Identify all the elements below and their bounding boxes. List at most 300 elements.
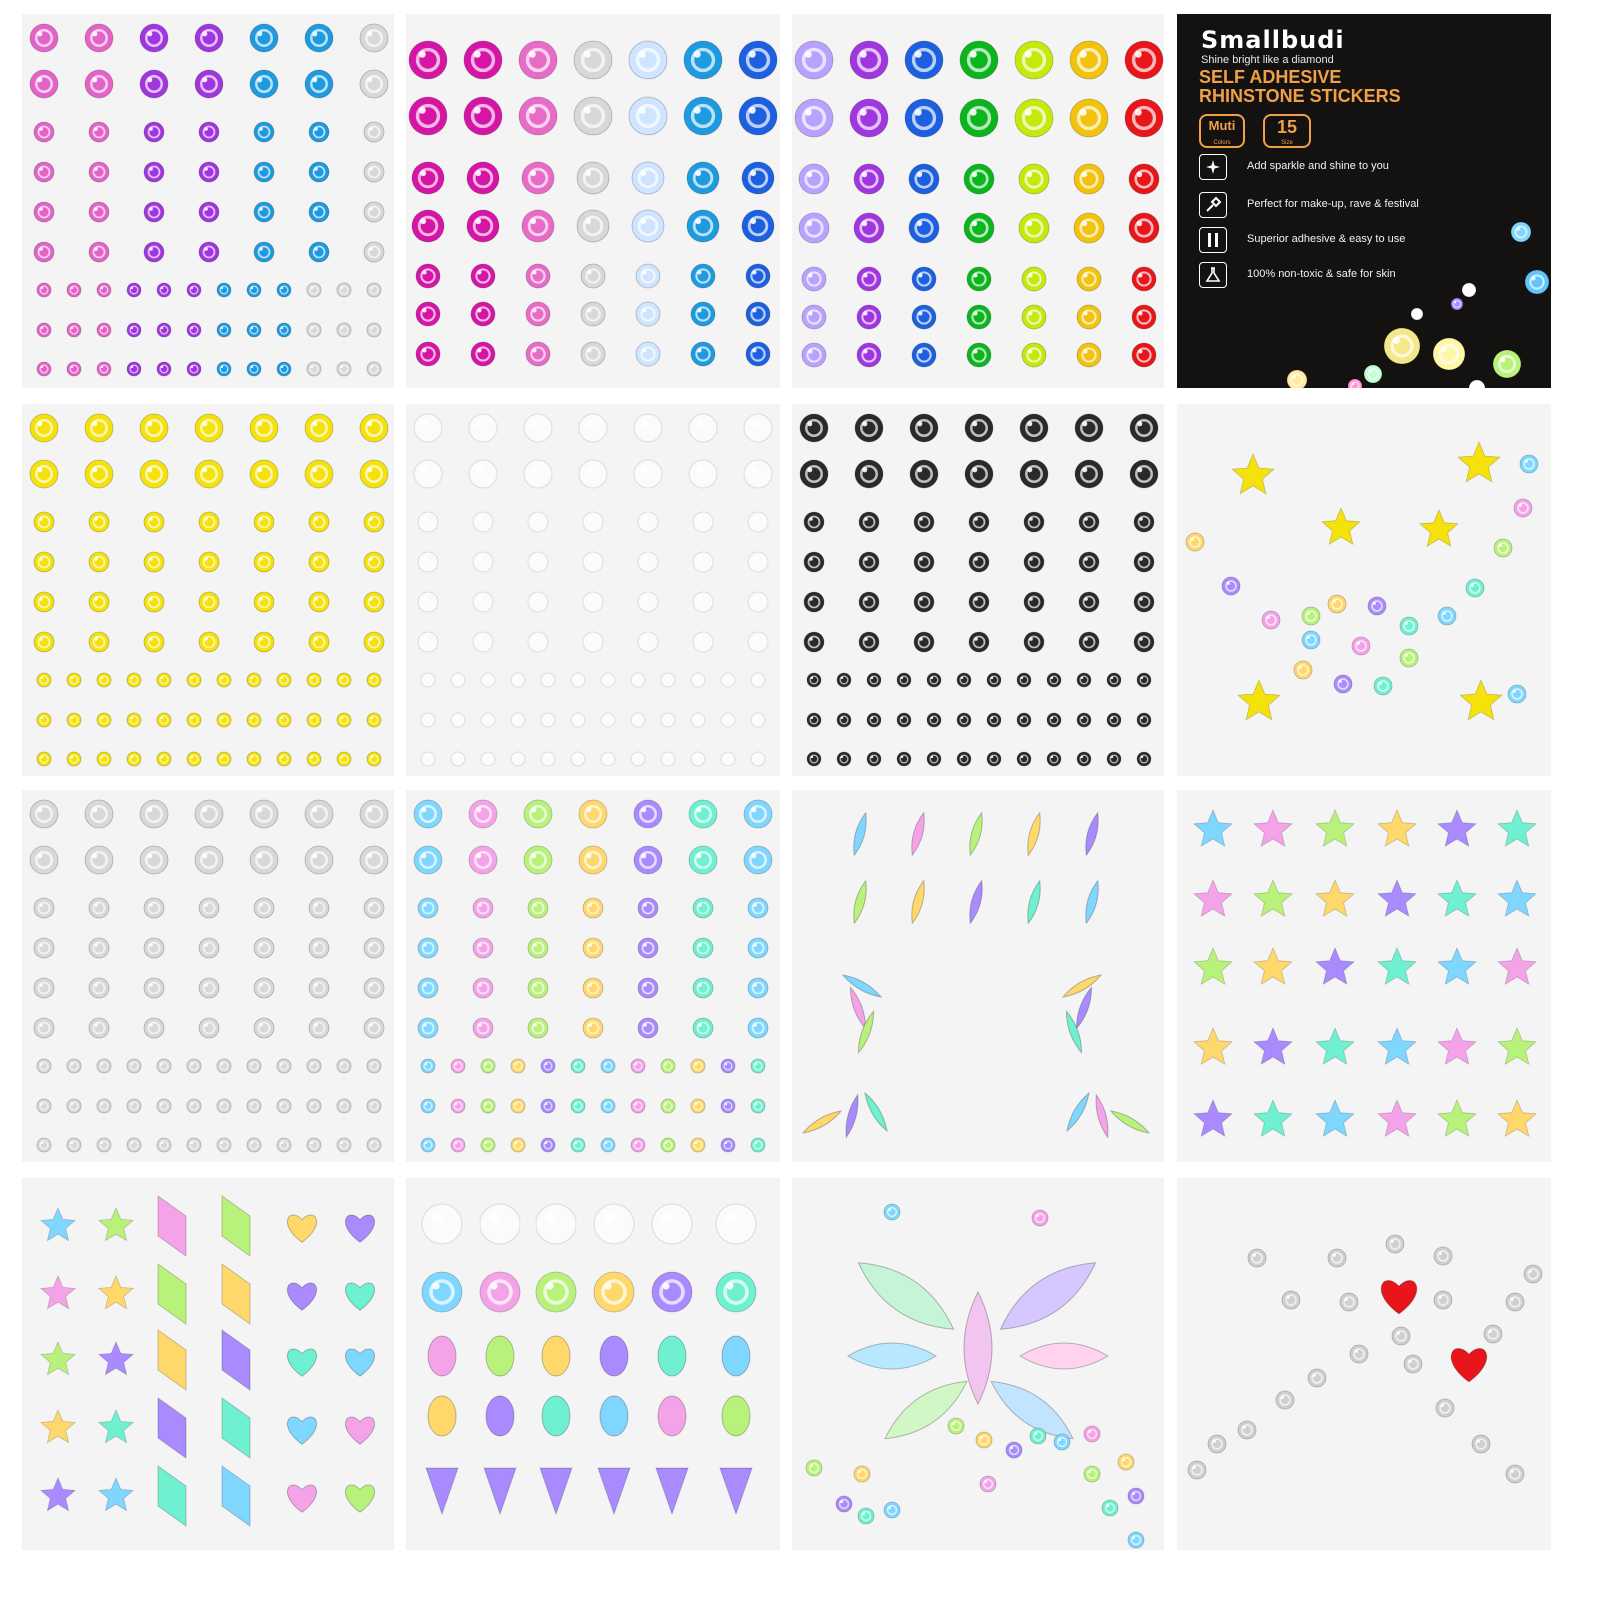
rhinestone [1079,592,1099,612]
pearl [418,632,438,652]
rhinestone [739,41,777,79]
rhinestone [67,1099,81,1113]
rhinestone [1238,1421,1256,1439]
rhinestone [1138,273,1142,277]
pearl-highlight [696,420,703,427]
rhinestone [305,800,333,828]
rhinestone [695,1142,698,1145]
rhinestone [97,1138,111,1152]
rhinestone [157,1059,171,1073]
pearl-highlight [725,676,729,680]
rhinestone [742,210,774,242]
heart-gem [287,1349,316,1376]
rhinestone [309,162,329,182]
rhinestone [254,162,274,182]
pearl [716,1204,756,1244]
rhinestone [837,713,851,727]
rhinestone [94,903,98,907]
rhinestone [1047,673,1061,687]
rhinestone [412,162,444,194]
rhinestone [858,1470,861,1473]
rhinestone [1077,673,1091,687]
rhinestone [1028,311,1032,315]
rhinestone [471,342,495,366]
rhinestone [281,366,284,369]
rhinestone [341,287,344,290]
pearl-highlight [423,557,428,562]
rhinestone [371,677,374,680]
pearl-highlight [575,716,579,720]
rhinestone [217,1138,231,1152]
marquise-gem [908,880,928,925]
rhinestone [281,327,284,330]
rhinestone [37,752,51,766]
rhinestone [1122,1458,1125,1461]
rhinestone [746,264,770,288]
rhinestone [581,342,605,366]
pearl-highlight [533,517,538,522]
pearl [511,752,525,766]
rhinestone [199,512,219,532]
rhinestone [859,512,879,532]
sheet-ab-star-rhombus-heart [22,1178,394,1550]
rhinestone [917,221,922,226]
rhinestone [250,70,278,98]
pearl [583,592,603,612]
rhinestone [94,207,98,211]
pearl-highlight [753,517,758,522]
rhinestone [974,637,978,641]
rhinestone [859,552,879,572]
rhinestone [689,846,717,874]
rhinestone [1025,109,1032,116]
pearl-highlight [533,637,538,642]
rhinestone [89,242,109,262]
rhinestone [312,421,317,426]
rhinestone [485,1063,488,1066]
rhinestone [1213,1440,1216,1443]
rhinestone [149,167,153,171]
rhinestone [605,1103,608,1106]
rhinestone-sheet-art [406,404,780,776]
rhinestone [960,99,998,137]
rhinestone [575,1142,578,1145]
star-gem [1378,880,1416,916]
rhinestone [254,1018,274,1038]
rhinestone [341,1103,344,1106]
rhinestone [37,1059,51,1073]
rhinestone [864,517,868,521]
rhinestone [161,327,164,330]
rhinestone [571,1059,585,1073]
heart-gem [345,1215,374,1242]
rhinestone [1132,267,1156,291]
rhinestone [631,1138,645,1152]
rhinestone [204,127,208,131]
rhinestone [1083,273,1087,277]
rhinestone [101,1142,104,1145]
star-gem [1458,442,1500,482]
rhinestone [364,978,384,998]
rhinestone [1051,717,1054,720]
rhinestone [360,800,388,828]
rhinestone [71,717,74,720]
rhinestone [1025,51,1032,58]
rhinestone [541,1138,555,1152]
rhinestone [1088,1430,1091,1433]
rhinestone [92,853,97,858]
pearl [421,713,435,727]
pearl [652,1204,692,1244]
rhinestone [369,597,373,601]
rhinestone [919,637,923,641]
rhinestone [147,807,152,812]
star-gem [1460,680,1502,720]
rhinestone [469,846,497,874]
rhinestone [1027,172,1032,177]
rhinestone [746,342,770,366]
feature-text: Perfect for make-up, rave & festival [1247,198,1419,210]
rhinestone [1021,756,1024,759]
rhinestone [1525,270,1549,294]
rhinestone [1436,1399,1454,1417]
rhinestone [477,270,481,274]
rhinestone [202,467,207,472]
rhinestone [744,800,772,828]
rhinestone [915,51,922,58]
rhinestone [455,1063,458,1066]
rhinestone [94,597,98,601]
rhinestone [991,717,994,720]
rhinestone [1340,1293,1358,1311]
rhinestone [528,1018,548,1038]
pearl-highlight [751,420,758,427]
rhinestone [807,467,812,472]
rhinestone [1029,557,1033,561]
rhinestone [34,512,54,532]
rhinestone [862,172,867,177]
rhombus-gem [222,1330,250,1390]
rhinestone [337,1059,351,1073]
pearl [469,414,497,442]
rhinestone [1079,512,1099,532]
rhinestone [914,552,934,572]
pearl-highlight [490,1213,500,1223]
rhinestone [1374,677,1392,695]
pearl [721,713,735,727]
rhinestone [39,1023,43,1027]
star-gem [1438,1028,1476,1064]
rhombus-gem [158,1264,186,1324]
drop-gem [598,1468,630,1514]
rhinestone [195,414,223,442]
rhinestone [1386,1235,1404,1253]
rhinestone [277,323,291,337]
rhinestone [149,517,153,521]
rhinestone [307,752,321,766]
rhinestone [546,1282,553,1289]
rhinestone [1404,1355,1422,1373]
rhinestone [1134,592,1154,612]
pearl [524,414,552,442]
rhinestone [640,218,646,224]
rhinestone [41,1063,44,1066]
rhinestone [583,978,603,998]
pearl [691,752,705,766]
rhinestone [127,362,141,376]
rhinestone [341,1142,344,1145]
pearl-highlight [725,755,729,759]
rhinestone [161,1103,164,1106]
rhinestone [419,107,426,114]
rhinestone [314,637,318,641]
feature-text: Superior adhesive & easy to use [1247,233,1406,245]
rhinestone [854,164,884,194]
rhinestone [1139,517,1143,521]
rhinestone [1135,109,1142,116]
rhinestone [97,323,111,337]
rhinestone [1400,649,1418,667]
rhinestone [1466,579,1484,597]
rhinestone [1084,1466,1100,1482]
rhinestone [931,677,934,680]
rhinestone [67,323,81,337]
rhinestone [587,308,591,312]
rhinestone [37,1099,51,1113]
rhinestone [583,938,603,958]
rhinestone [41,287,44,290]
pearl-highlight [545,755,549,759]
rhinestone [974,597,978,601]
rhinestone [311,287,314,290]
rhinestone [1282,1291,1300,1309]
pearl [631,673,645,687]
rhinestone [1499,544,1502,547]
pearl [536,1204,576,1244]
rhinestone [964,164,994,194]
pearl-highlight [643,517,648,522]
pearl [528,552,548,572]
rhinestone [587,348,591,352]
rhinestone [1392,1327,1410,1345]
rhinestone [421,1138,435,1152]
rhinestone [144,242,164,262]
rhinestone [1191,538,1194,541]
rhinestone [574,97,612,135]
rhinestone [157,323,171,337]
rhinestone [144,162,164,182]
rhinestone [691,264,715,288]
rhinestone [1276,1391,1294,1409]
rhinestone [254,592,274,612]
pearl-highlight [531,420,538,427]
rhinestone [533,1023,537,1027]
rhinestone [157,1099,171,1113]
rhinestone [643,903,647,907]
rhinestone [753,1023,757,1027]
rhinestone [307,1099,321,1113]
rhinestone [369,943,373,947]
rhinestone [571,1099,585,1113]
rhinestone [1494,539,1512,557]
rhinestone [808,349,812,353]
rhinestone [149,1023,153,1027]
rhinestone [147,467,152,472]
rhinestone [311,756,314,759]
rhinestone [250,460,278,488]
rhinestone [577,210,609,242]
rhinestone [901,717,904,720]
rhinestone [1384,328,1420,364]
rhinestone [579,800,607,828]
rhinestone [451,1059,465,1073]
rhinestone [1088,1470,1091,1473]
rhinestone [1333,600,1336,603]
rhinestone [1439,1296,1442,1299]
rhinestone [144,978,164,998]
rhinestone [251,366,254,369]
rhinestone [808,311,812,315]
rhinestone [305,414,333,442]
rhinestone [307,713,321,727]
rhinestone [969,512,989,532]
sheet-ab-butterfly [792,1178,1164,1550]
rhinestone [1084,597,1088,601]
rhinestone [131,1063,134,1066]
rhinestone [314,983,318,987]
rhinestone [1411,308,1423,320]
rhinestone [1024,632,1044,652]
rhinestone [161,677,164,680]
rhinestone [41,756,44,759]
rhinestone [149,943,153,947]
rhinestone [531,853,536,858]
rhinestone [309,632,329,652]
pearl-highlight [605,716,609,720]
rhinestone [337,1138,351,1152]
rhinestone [914,512,934,532]
rhinestone [1352,637,1370,655]
rhinestone [1262,611,1280,629]
rhinestone [1137,713,1151,727]
rhinestone [367,1099,381,1113]
rhinestone [204,903,208,907]
pearl [481,713,495,727]
rhinestone [857,343,881,367]
rhinestone [1313,1374,1316,1377]
rhinestone [277,362,291,376]
rhinestone [522,210,554,242]
rhinestone [1130,460,1158,488]
rhinestone [101,327,104,330]
marquise-gem [1064,1091,1093,1133]
star-gem [1254,880,1292,916]
star-gem [1316,810,1354,846]
rhinestone [725,1142,728,1145]
rhinestone [1017,673,1031,687]
rhinestone [39,167,43,171]
star-gem [1438,810,1476,846]
rhinestone [638,898,658,918]
sheet-ab-stars [1177,790,1551,1162]
rhinestone [532,270,536,274]
rhinestone [532,308,536,312]
rhinestone [251,717,254,720]
rhinestone [144,1018,164,1038]
rhinestone [698,983,702,987]
rhinestone [420,170,426,176]
rhinestone [37,31,42,36]
rhinestone [477,348,481,352]
rhinestone [34,202,54,222]
rhinestone [665,1142,668,1145]
marquise-gem [966,812,986,857]
rhinestone [369,247,373,251]
rhinestone [575,1063,578,1066]
rhinestone [127,1099,141,1113]
rhinestone [89,898,109,918]
rhinestone [67,713,81,727]
rhinestone [221,366,224,369]
rhinestone [753,903,757,907]
rhinestone-sheet-art [406,1178,780,1550]
rhinestone [864,557,868,561]
rhinestone [665,1063,668,1066]
rhinestone [157,1138,171,1152]
rhinestone [187,1099,201,1113]
rhinestone [254,242,274,262]
rhinestone [149,983,153,987]
rhinestone [281,717,284,720]
pearl-highlight [698,517,703,522]
rhinestone [34,898,54,918]
rhinestone [515,1103,518,1106]
rhinestone [202,853,207,858]
pearl-highlight [425,676,429,680]
star-gem [99,1276,133,1309]
rhinestone [840,1500,843,1503]
rhinestone [217,1099,231,1113]
rhinestone [89,978,109,998]
rhinestone [259,247,263,251]
rhinestone [519,97,557,135]
rhinestone [726,1282,733,1289]
rhinestone [476,807,481,812]
pearl-highlight [515,755,519,759]
pearl [601,673,615,687]
rhinestone [149,903,153,907]
pearl [634,460,662,488]
star-gem [1498,810,1536,846]
rhinestone [806,1460,822,1476]
rhinestone [809,517,813,521]
star-gem [41,1478,75,1511]
rhinestone [421,853,426,858]
rhinestone [1118,1454,1134,1470]
rhinestone [519,41,557,79]
rhinestone [140,70,168,98]
rhinestone [367,467,372,472]
pearl-highlight [696,466,703,473]
rhinestone [744,846,772,874]
rhinestone [127,1059,141,1073]
pearl-highlight [588,597,593,602]
rhinestone [952,1422,955,1425]
marquise-gem [1020,1343,1108,1369]
rhinestone [94,127,98,131]
rhinestone [927,673,941,687]
rhinestone [94,557,98,561]
